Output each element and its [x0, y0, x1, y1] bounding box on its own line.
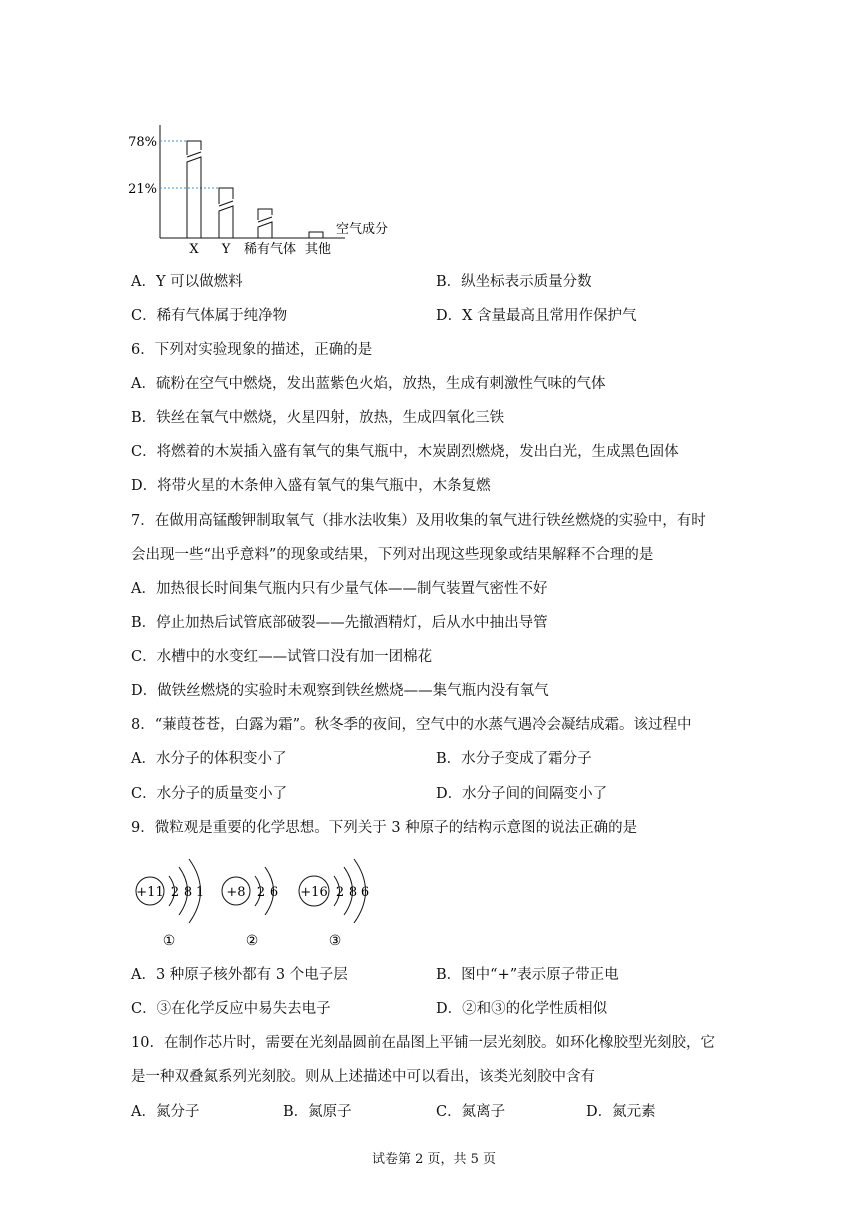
atom-3-nucleus-charge: +16: [300, 885, 328, 900]
q7-option-a: A．加热很长时间集气瓶内只有少量气体——制气装置气密性不好: [131, 581, 548, 597]
q7-stem-line1: 7．在做用高锰酸钾制取氧气（排水法收集）及用收集的氧气进行铁丝燃烧的实验中，有时: [131, 513, 706, 529]
q7-option-d: D．做铁丝燃烧的实验时未观察到铁丝燃烧——集气瓶内没有氧气: [131, 683, 549, 699]
bar-other: [309, 232, 323, 238]
q8-stem: 8．“蒹葭苍苍，白露为霜”。秋冬季的夜间，空气中的水蒸气遇冷会凝结成霜。该过程中: [131, 717, 692, 733]
y-tick-78: 78%: [128, 135, 157, 150]
q8-option-c: C．水分子的质量变小了: [131, 786, 288, 802]
x-axis-title: 空气成分: [336, 222, 389, 237]
atom-3-shell-3-electrons: 6: [360, 885, 370, 900]
atom-1-nucleus-charge: +11: [136, 885, 164, 900]
x-label-other: 其他: [304, 242, 332, 257]
q7-option-b: B．停止加热后试管底部破裂——先撤酒精灯，后从水中抽出导管: [131, 615, 548, 631]
atom-structure-diagrams: [0, 845, 868, 965]
q5-option-b: B．纵坐标表示质量分数: [436, 274, 592, 290]
q9-option-a: A．3 种原子核外都有 3 个电子层: [131, 967, 348, 983]
air-composition-chart: [0, 0, 868, 270]
q10-option-d: D．氮元素: [586, 1104, 656, 1120]
atom-1-label: ①: [162, 933, 176, 949]
atom-3-shell-2-electrons: 8: [348, 885, 358, 900]
atom-3-shell-1-electrons: 2: [335, 885, 345, 900]
bar-rare-gases: [258, 209, 272, 238]
q10-option-a: A．氮分子: [131, 1104, 200, 1120]
q9-option-d: D．②和③的化学性质相似: [436, 1001, 608, 1017]
q5-option-a: A．Y 可以做燃料: [131, 274, 243, 290]
q8-option-b: B．水分子变成了霜分子: [436, 751, 592, 767]
x-label-y: Y: [221, 242, 231, 257]
atom-1-shell-3-electrons: 1: [195, 885, 205, 900]
q10-option-c: C．氮离子: [436, 1104, 506, 1120]
bar-x: [187, 141, 201, 238]
bar-y: [219, 188, 233, 238]
q6-option-a: A．硫粉在空气中燃烧，发出蓝紫色火焰，放热，生成有刺激性气味的气体: [131, 376, 606, 392]
y-tick-21: 21%: [128, 182, 157, 197]
q5-option-c: C．稀有气体属于纯净物: [131, 308, 288, 324]
atom-2-shell-2-electrons: 6: [269, 885, 279, 900]
x-label-rare-gases: 稀有气体: [243, 242, 297, 257]
q6-option-b: B．铁丝在氧气中燃烧，火星四射，放热，生成四氧化三铁: [131, 410, 505, 426]
q10-stem-line2: 是一种双叠氮系列光刻胶。则从上述描述中可以看出，该类光刻胶中含有: [131, 1069, 595, 1085]
atom-2-label: ②: [245, 933, 259, 949]
q6-option-d: D．将带火星的木条伸入盛有氧气的集气瓶中，木条复燃: [131, 478, 491, 494]
x-label-x: X: [189, 242, 199, 257]
q8-option-d: D．水分子间的间隔变小了: [436, 786, 608, 802]
q9-stem: 9．微粒观是重要的化学思想。下列关于 3 种原子的结构示意图的说法正确的是: [131, 820, 638, 836]
atom-1: [136, 859, 204, 949]
q7-stem-line2: 会出现一些“出乎意料”的现象或结果，下列对出现这些现象或结果解释不合理的是: [131, 547, 654, 563]
q10-option-b: B．氮原子: [283, 1104, 352, 1120]
atom-2: [222, 867, 278, 949]
q8-option-a: A．水分子的体积变小了: [131, 751, 287, 767]
q9-option-b: B．图中“+”表示原子带正电: [436, 967, 619, 983]
page-footer: 试卷第 2 页，共 5 页: [371, 1152, 497, 1167]
atom-2-shell-1-electrons: 2: [256, 885, 266, 900]
q10-stem-line1: 10．在制作芯片时，需要在光刻晶圆前在晶图上平铺一层光刻胶。如环化橡胶型光刻胶，它: [131, 1035, 715, 1051]
atom-3: [299, 859, 369, 949]
atom-3-label: ③: [328, 933, 342, 949]
q7-option-c: C．水槽中的水变红——试管口没有加一团棉花: [131, 649, 433, 665]
atom-1-shell-1-electrons: 2: [170, 885, 180, 900]
q6-option-c: C．将燃着的木炭插入盛有氧气的集气瓶中，木炭剧烈燃烧，发出白光，生成黑色固体: [131, 444, 679, 460]
atom-2-nucleus-charge: +8: [226, 885, 246, 900]
q6-stem: 6．下列对实验现象的描述，正确的是: [131, 342, 373, 358]
q9-option-c: C．③在化学反应中易失去电子: [131, 1001, 331, 1017]
atom-1-shell-2-electrons: 8: [183, 885, 193, 900]
q5-option-d: D．X 含量最高且常用作保护气: [436, 308, 637, 324]
